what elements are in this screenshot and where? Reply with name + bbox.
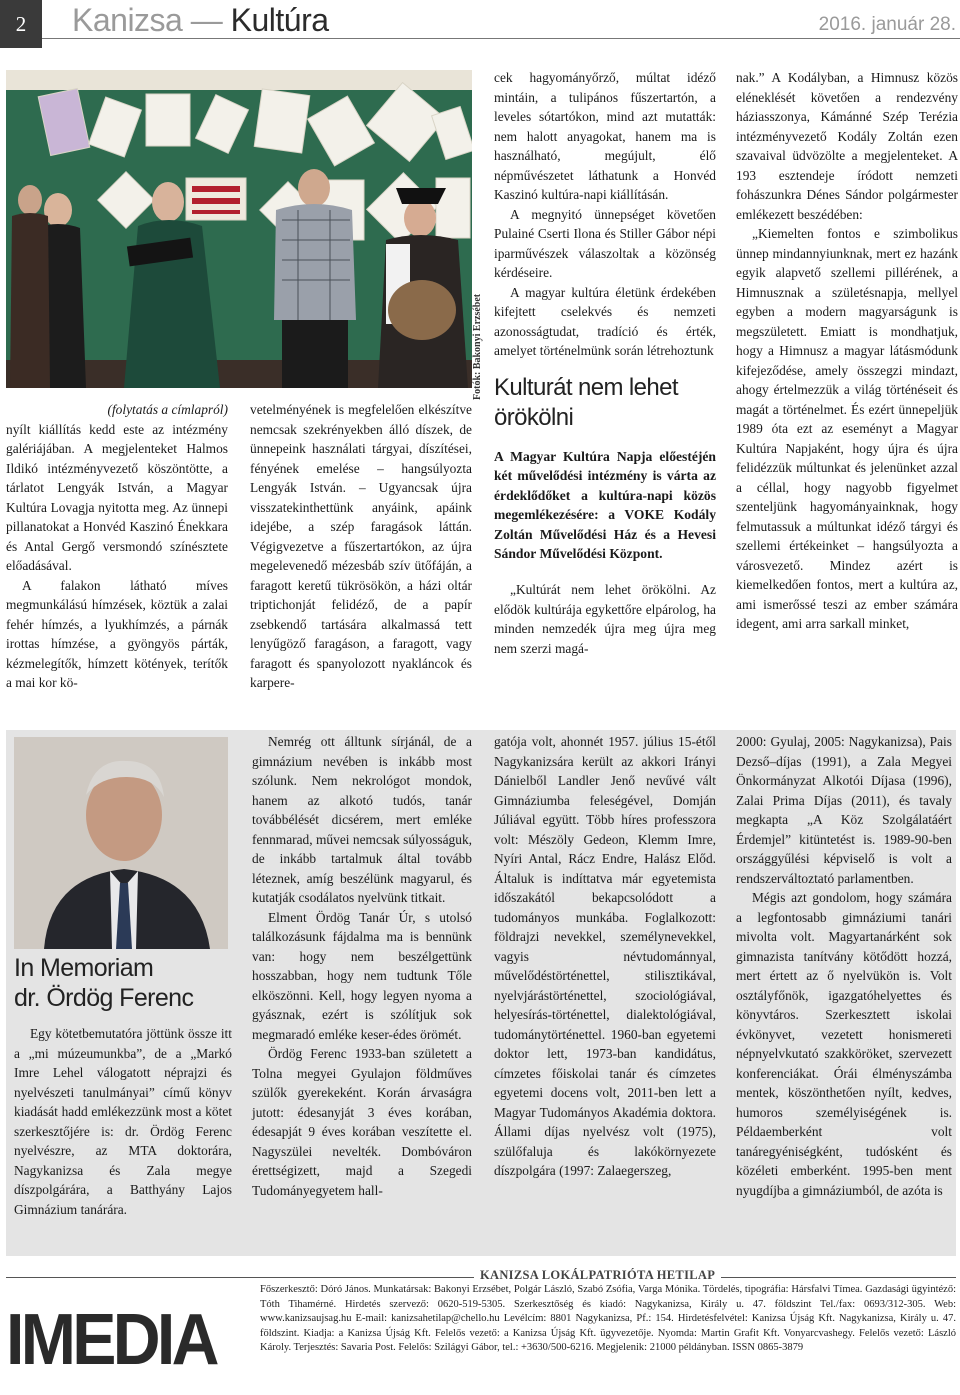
article-column-1	[6, 400, 228, 693]
issue-date: 2016. január 28.	[818, 14, 956, 35]
photo-credit	[470, 270, 488, 400]
page-number: 2	[0, 0, 42, 48]
paragraph: Egy kötetbemutatóra jöttünk össze itt a „mi múzeumunkba”, de a „Markó Imre Lehel válogatott néprajzi és nyelvészeti tanulmányai” című könyv kiadását hadd emlékezzünk most a kötet szerkesztőjére is: dr. Ördög Ferenc nyelvészre, az MTA doktorára, Nagykanizsa és Zala megye díszpolgárára, a Batthyány Lajos Gimnázium tanárára.	[14, 1026, 232, 1217]
paragraph: A falakon látható míves megmunkálású hímzések, köztük a zalai fehér hímzés, a lyukhímzés, a párnák irottas hímzése, a gyöngyös párták, kézmelegítők, hímzett kötények, terítők a mai kor kö-	[6, 577, 228, 690]
article-headline	[494, 373, 716, 433]
memoriam-column-2	[252, 732, 472, 1200]
article-column-3	[494, 68, 716, 658]
article-column-2	[250, 400, 472, 693]
photo-credit-text: Fotók: Bakonyi Erzsébet	[472, 293, 483, 400]
section-title-right: Kultúra	[230, 2, 329, 38]
imprint-text: Főszerkesztő: Dóró János. Munkatársak: Bakonyi Erzsébet, Polgár László, Szabó Zsófia, Varga Mónika. Tördelés, tipográfia: Hársfalvi Tímea. Gazdasági ügyintéző: Tóth Tihamérné. Hirdetés szervező: 0620-519-5305. Szerkesztőség és kiadó: Nagykanizsa, Király u. 47. földszint Tel./fax: 0693/312-305. Web: www.kanizsaujsag.hu E-mail: kanizsahetilap@chello.hu Levélcím: 8801 Nagykanizsa, Pf.: 154. Hirdetésfelvétel: Kanizsa Újság Kft. Nagykanizsa, Király u. 47. földszint. Kiadja: a Kanizsa Újság Kft. Felelős vezető: a Kanizsa Újság Kft. ügyvezetője. Nyomda: Martin Grafit Kft. Vonyarcvashegy. Felelős vezető: László Károly. Terjesztés: Savaria Post. Felelős: Szilágyi Gábor, tel.: +3630/500-6216. Megjelenik: 21000 példányban. ISSN 0865-3879	[260, 1284, 956, 1354]
paragraph: vetelményének is megfelelően elkészítve nemcsak szekrényekben álló díszek, de ünnepeink használati tárgyai, díszítései, fényének emelése – hangsúlyozta Lengyák István. – Ugyancsak újra visszatekinthettünk anyáink, apáink idejébe, a szép faragások láttán. Végigvezetve a fűszertartókon, az újra megelevenedő mézesbáb szív ütőfáján, a faragott keretű tükrösökön, a házi oltár triptichonját felidéző, de a papír zsebkendő tartására alkalmassá tett lenyűgöző faragáson, a faragott, vagy faragott és spanyolozott nyakláncok és karpere-	[250, 402, 472, 690]
paragraph: „Kiemelten fontos e szimbolikus ünnep mindannyiunknak, mert ez hazánk egyik alapvető szellemi pillérének, a Himnusznak a születésnapja, mellyel egyben a modern magyarságunk is megszületett. Emiatt is mondhatjuk, hogy a Himnusz a magyar látásmódunk kifejeződése, amely összegzi mindazt, ahogy értelmezzük a világ történéseit és magát a történelmet. És ezért ünnepeljük 1989 óta ezt az eseményt a Magyar Kultúra Napjaként, hogy újra és újra felidézzük múltunkat és jelenünket azzal a céllal, hogy nagyobb figyelmet szenteljünk hagyományainknak, hogy felmutassuk a múltunkat idéző tárgyi és szellemi értékeinket – hangsúlyozta a városvezető. Mindez azért is kiemelkedően fontos, mert a kultúra az, ami ismerőssé teszi az ember számára idegent, ami arra sarkall minket,	[736, 226, 958, 631]
memoriam-column-1	[14, 1024, 232, 1219]
headline-line: Kulturát nem lehet	[494, 373, 678, 401]
headline-line: örökölni	[494, 403, 574, 431]
exhibition-photo	[6, 70, 472, 388]
article-lead: A Magyar Kultúra Napja előestéjén két művelődési intézmény is várta az érdeklődőket a kultúra-napi közös megemlékezésére: a VOKE Kodály Zoltán Művelődési Ház és a Hevesi Sándor Művelődési Központ.	[494, 448, 716, 562]
paragraph: Nemrég ott álltunk sírjánál, de a gimnázium nevében is inkább most szólunk. Nem nekrológot mondok, hanem az alkotó tudós, tanár továbbélését dicsérem, mert emléke fennmarad, művei nemcsak súlyosságuk, de inkább tartalmuk által tovább léteznek, amíg beszélünk magyarul, és kutatják csodálatos nyelvünk titkait.	[252, 734, 472, 905]
paragraph: nak.” A Kodályban, a Himnusz közös eléneklését követően a rendezvény háziasszonya, Kámánné Szép Terézia intézményvezető Kodály Zoltán ezen szavaival üdvözölte a megjelenteket. A 193 esztendeje íródott nemzeti fohászunkra Dénes Sándor polgármester emlékezett beszédében:	[736, 70, 958, 222]
paragraph: gatója volt, ahonnét 1957. július 15-étől Nagykanizsára került az akkori Irányi Dánielből Landler Jenő nevűvé vált Gimnáziumba feleségével, Domján Júliával együtt. Több híres professzora volt: Mészöly Gedeon, Klemm Imre, Nyíri Antal, Rácz Endre, Halász Előd. Általuk is indíttatva már egyetemista időszakától bekapcsolódott a tudományos munkába. Foglalkozott: földrajzi nevekkel, személynevekkel, vagyis névtudománnyal, művelődéstörténettel, stilisztikával, nyelvjárástörténettel, szociológiával, helyesírás-történettel, dialektológiával, tudománytörténettel. 1960-ban egyetemi doktor lett, 1973-ban kandidátus, címzetes főiskolai tanár és címzetes egyetemi docens volt, 2011-ben lett a Magyar Tudományos Akadémia doktora. Állami díjas nyelvész volt (1975), szülőfaluja és lakókörnyezete díszpolgára (1997: Zalaegerszeg,	[494, 734, 716, 1178]
portrait-photo	[14, 737, 228, 949]
memoriam-title	[14, 953, 228, 1013]
memoriam-title-line: In Memoriam	[14, 954, 154, 982]
header-rule	[42, 38, 960, 39]
footer-tagline: KANIZSA LOKÁLPATRIÓTA HETILAP	[474, 1268, 721, 1283]
paragraph: A megnyitó ünnepséget követően Pulainé Cserti Ilona és Stiller Gábor népi iparművészek válaszoltak a közönség kérdéseire.	[494, 206, 716, 280]
article-column-4	[736, 68, 958, 634]
paragraph: Ördög Ferenc 1933-ban született a Tolna megyei Gyulajon földműves szülők gyerekeként. Korán árvaságra jutott: édesanyját 3 éves korában, édesapját 9 éves korában veszítette el. Nagyszülei nevelték. Dombóváron érettségizett, majd a Szegedi Tudományegyetem hall-	[252, 1046, 472, 1198]
continuation-note: (folytatás a címlapról)	[107, 402, 228, 417]
paragraph: Elment Ördög Tanár Úr, s utolsó találkozásunk fájdalma ma is bennünk van: hogy nem beszélgettünk hosszabban, hogy nem tudtunk Tőle elköszönni. Kell, hogy legyen nyoma a gyásznak, ezért is szólítjuk sok megmaradó emléke keser-édes örömét.	[252, 909, 472, 1042]
section-title	[72, 2, 329, 39]
memoriam-column-3	[494, 732, 716, 1181]
section-title-left: Kanizsa	[72, 2, 183, 38]
section-title-dash: —	[190, 2, 223, 38]
publisher-logo: IMEDIA	[6, 1300, 216, 1380]
paragraph: Mégis azt gondolom, hogy számára a legfontosabb gimnáziumi tanári mivolta volt. Magyartanárként sok gimnazista tanítvány kötődött hozzá, mert értett az ő nyelvükön is. Volt osztályfőnök, igazgatóhelyettes és könyvtáros. Szerkesztett iskolai évkönyvet, vezetett honismereti népnyelvkutató szakköröket, szervezett konferenciákat. Órái élményszámba mentek, köszönthetően nyílt, kedves, humoros személyiségének is. Példaemberként volt tanáregyéniségként, tudósként és közéleti emberként. 1995-ben ment nyugdíjba a gimnáziumból, de azóta is	[736, 890, 952, 1198]
memoriam-column-4	[736, 732, 952, 1200]
paragraph: nyílt kiállítás kedd este az intézmény galériájában. A megjelenteket Halmos Ildikó intézményvezető köszöntötte, a tárlatot Lengyák István, a Magyar Kultúra Lovagja nyitotta meg. Az ünnepi pillanatokat a Honvéd Kaszinó Énekkara és Antal Gergő versmondó színésztete előadásával.	[6, 421, 228, 573]
paragraph: 2000: Gyulaj, 2005: Nagykanizsa), Pais Dezső–díjas (1991), a Zala Megyei Önkormányzat Alkotói Díjasa (1996), Zalai Prima Díjas (2011), és tavaly megkapta „A Köz Szolgálatáért Érdemjel” kitüntetést is. 1989-90-ben országgyűlési képviselő is volt a rendszerváltoztató parlamentben.	[736, 734, 952, 886]
paragraph: A magyar kultúra életünk érdekében kifejtett cselekvés és nemzeti azonosságtudat, tradíció és érték, amelyet történelmünk során létrehoztunk	[494, 284, 716, 358]
paragraph: cek hagyományőrző, múltat idéző mintáin, a tulipános fűszertartón, a leveles sótartókon, mind azt mutatták: nem halott anyagokat, hanem ma is használható, megújult, élő népművészetet láthatunk a Honvéd Kaszinó kultúra-napi kiállításán.	[494, 70, 716, 202]
paragraph: „Kultúrát nem lehet örökölni. Az elődök kultúrája egykettőre elpárolog, ha minden nemzedék újra meg újra meg nem szerzi magá-	[494, 582, 716, 656]
memoriam-title-line: dr. Ördög Ferenc	[14, 984, 194, 1012]
